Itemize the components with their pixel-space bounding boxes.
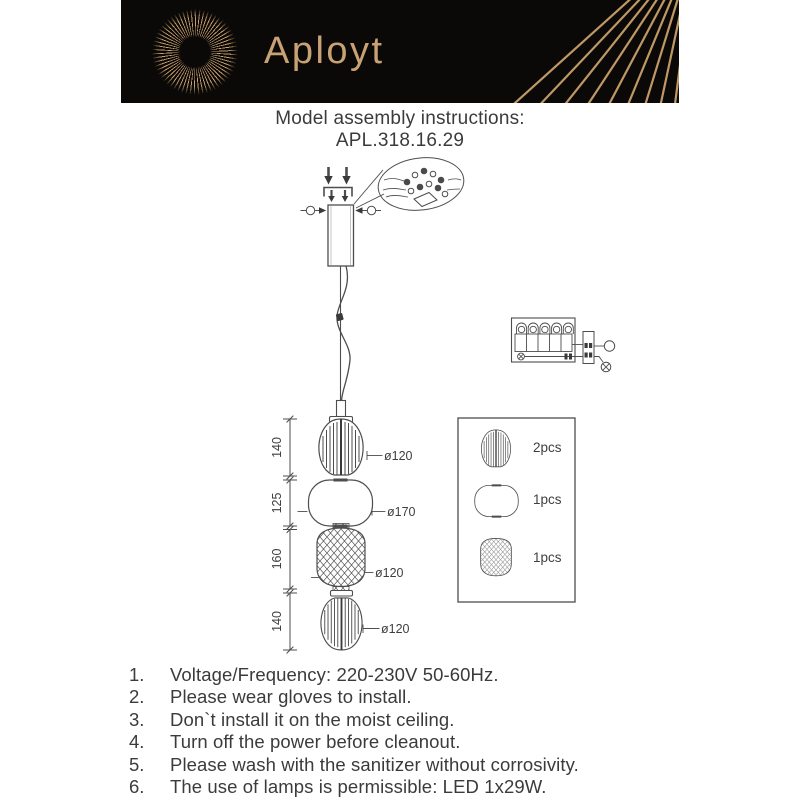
ribbed-shade-top xyxy=(319,419,363,475)
lamp-cap-bottom xyxy=(331,591,353,597)
item-number: 3. xyxy=(129,708,145,730)
mount-arrow-icons xyxy=(324,167,350,202)
item-number: 5. xyxy=(129,753,145,775)
connector-block xyxy=(583,332,594,364)
brand-header xyxy=(121,0,679,103)
item-text: Turn off the power before cleanout. xyxy=(170,731,461,753)
item-number: 6. xyxy=(129,775,145,797)
item-number: 4. xyxy=(129,731,145,753)
dim-label-125: 125 xyxy=(270,492,284,514)
assembly-diagram xyxy=(0,155,800,665)
instruction-list xyxy=(129,664,579,798)
pendant-lamp xyxy=(309,401,373,650)
item-text: Please wash with the sanitizer without corrosivity. xyxy=(170,753,579,775)
sheet-title: Model assembly instructions: xyxy=(275,108,525,129)
list-item xyxy=(129,776,579,798)
ribbed-shade-bottom xyxy=(321,598,362,650)
dia-label-120-top: ø120 xyxy=(384,449,413,463)
brand-name: Aployt xyxy=(264,30,385,72)
item-text: Voltage/Frequency: 220-230V 50-60Hz. xyxy=(170,664,499,685)
parts-qty-mesh: 1pcs xyxy=(533,550,562,565)
list-item xyxy=(129,664,579,686)
dim-label-140-bottom: 140 xyxy=(270,611,284,632)
terminal-block-detail xyxy=(404,168,448,206)
canopy xyxy=(328,205,354,266)
item-number: 2. xyxy=(129,686,145,708)
ground-screw-icon xyxy=(518,353,525,360)
item-text: Please wear gloves to install. xyxy=(170,686,412,708)
title-block xyxy=(0,108,800,152)
mesh-shade xyxy=(317,528,365,587)
suspension-wire xyxy=(336,266,350,402)
lamp-symbol-icon xyxy=(604,341,614,351)
smooth-shade xyxy=(309,480,373,526)
item-text: The use of lamps is permissible: LED 1x29W. xyxy=(170,775,547,797)
list-item xyxy=(129,731,579,753)
gold-rays-icon xyxy=(121,0,679,103)
dim-label-140-top: 140 xyxy=(270,437,284,458)
smooth-shade-icon xyxy=(475,485,519,516)
list-item xyxy=(129,754,579,776)
parts-box xyxy=(458,418,575,602)
side-screw-left-icon xyxy=(301,206,327,214)
item-text: Don`t install it on the moist ceiling. xyxy=(170,708,455,730)
wiring-diagram xyxy=(512,318,615,372)
model-number: APL.318.16.29 xyxy=(335,130,465,151)
dia-label-170: ø170 xyxy=(387,505,416,519)
mount-bracket xyxy=(324,188,352,197)
side-screw-right-icon xyxy=(355,206,381,214)
item-number: 1. xyxy=(129,664,145,685)
terminal-screws xyxy=(517,323,574,334)
crossed-lamp-symbol-icon xyxy=(601,362,611,372)
dia-label-120-mesh: ø120 xyxy=(375,566,404,580)
ceiling-mount xyxy=(301,167,382,266)
ribbed-shade-icon xyxy=(481,430,510,467)
dim-label-160: 160 xyxy=(270,548,284,570)
parts-qty-smooth: 1pcs xyxy=(533,492,562,507)
list-item xyxy=(129,686,579,708)
lamp-stem xyxy=(337,401,346,417)
list-item xyxy=(129,709,579,731)
parts-qty-ribbed: 2pcs xyxy=(533,440,562,455)
dia-label-120-bottom: ø120 xyxy=(381,622,410,636)
mesh-shade-icon xyxy=(481,538,512,575)
